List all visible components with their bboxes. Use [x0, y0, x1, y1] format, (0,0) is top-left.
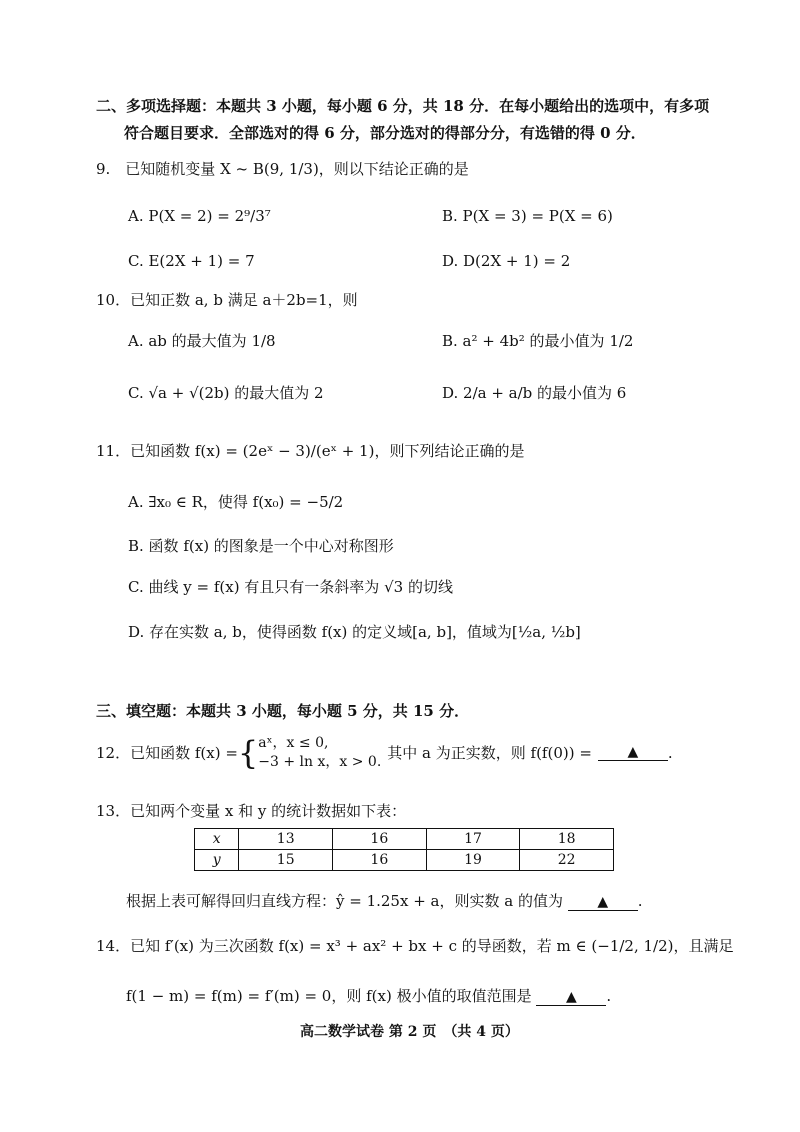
q9-option-d: D. D(2X + 1) = 2: [442, 252, 571, 270]
q14-line2: f(1 − m) = f(m) = f′(m) = 0，则 f(x) 极小值的取值范围是 ▲ .: [126, 987, 612, 1005]
table-row-y: [195, 850, 614, 871]
q11-option-b: B. 函数 f(x) 的图象是一个中心对称图形: [128, 537, 394, 555]
q10-option-a: A. ab 的最大值为 1/8: [128, 332, 276, 350]
q10-option-b: B. a² + 4b² 的最小值为 1/2: [442, 332, 634, 350]
table-row-x: [195, 829, 614, 850]
q13-answer-blank: [568, 895, 638, 911]
q13-regression-line: 根据上表可解得回归直线方程：ŷ = 1.25x + a，则实数 a 的值为 ▲ .: [126, 892, 643, 910]
q12-line: [96, 734, 673, 772]
q9-option-c: C. E(2X + 1) = 7: [128, 252, 255, 270]
q12-answer-mark: ▲: [627, 743, 639, 760]
section3-heading: 三、填空题：本题共 3 小题，每小题 5 分，共 15 分．: [96, 702, 470, 720]
q13-answer-mark: ▲: [597, 894, 609, 910]
table-cell: x: [195, 829, 239, 850]
q12-case1: aˣ，x ≤ 0,: [258, 735, 329, 751]
section2-heading-line1: 二、多项选择题：本题共 3 小题，每小题 6 分，共 18 分．在每小题给出的选项中，有多项: [96, 97, 710, 115]
table-cell: 17: [426, 829, 520, 850]
q9-stem: 9. 已知随机变量 X ~ B(9, 1/3)，则以下结论正确的是: [96, 160, 469, 178]
table-cell: 13: [239, 829, 333, 850]
q13-after: 根据上表可解得回归直线方程：ŷ = 1.25x + a，则实数 a 的值为: [126, 892, 563, 910]
q12-brace: {: [237, 733, 259, 772]
q11-option-a: A. ∃x₀ ∈ R，使得 f(x₀) = −5/2: [128, 493, 344, 511]
q9-option-a: A. P(X = 2) = 2⁹/3⁷: [128, 207, 271, 225]
q12-prefix: 12．已知函数 f(x) =: [96, 744, 238, 763]
q11-option-c: C. 曲线 y = f(x) 有且只有一条斜率为 √3 的切线: [128, 578, 453, 596]
q14-answer-mark: ▲: [566, 989, 577, 1005]
table-cell: 19: [426, 850, 520, 871]
q10-option-c: C. √a + √(2b) 的最大值为 2: [128, 384, 324, 402]
q10-option-d: D. 2/a + a/b 的最小值为 6: [442, 384, 627, 402]
section2-heading-line2: 符合题目要求．全部选对的得 6 分，部分选对的得部分分，有选错的得 0 分．: [124, 124, 646, 142]
q12-case2: −3 + ln x，x > 0.: [258, 753, 382, 770]
q13-stem: 13．已知两个变量 x 和 y 的统计数据如下表：: [96, 802, 407, 820]
q14-line2-text: f(1 − m) = f(m) = f′(m) = 0，则 f(x) 极小值的取值范围是: [126, 987, 532, 1005]
q11-stem: 11．已知函数 f(x) = (2eˣ − 3)/(eˣ + 1)，则下列结论正确的是: [96, 442, 525, 460]
q12-cases: [258, 734, 381, 772]
table-cell: 22: [520, 850, 614, 871]
q13-data-table: [194, 828, 614, 871]
table-cell: 16: [333, 829, 427, 850]
table-cell: y: [195, 850, 239, 871]
q9-option-b: B. P(X = 3) = P(X = 6): [442, 207, 613, 225]
q12-suffix: 其中 a 为正实数，则 f(f(0)) =: [387, 744, 592, 763]
q14-answer-blank: [536, 990, 606, 1006]
q12-period: .: [667, 743, 673, 762]
table-cell: 16: [333, 850, 427, 871]
q10-stem: 10．已知正数 a, b 满足 a＋2b=1，则: [96, 291, 358, 309]
q14-line1: 14．已知 f′(x) 为三次函数 f(x) = x³ + ax² + bx + c 的导函数，若 m ∈ (−1/2, 1/2)，且满足: [96, 937, 734, 955]
q11-option-d: D. 存在实数 a, b，使得函数 f(x) 的定义域[a, b]，值域为[½a, ½b]: [128, 623, 581, 641]
page-footer: 高二数学试卷 第 2 页 （共 4 页）: [300, 1024, 519, 1040]
q12-answer-blank: [598, 745, 668, 761]
table-cell: 18: [520, 829, 614, 850]
table-cell: 15: [239, 850, 333, 871]
